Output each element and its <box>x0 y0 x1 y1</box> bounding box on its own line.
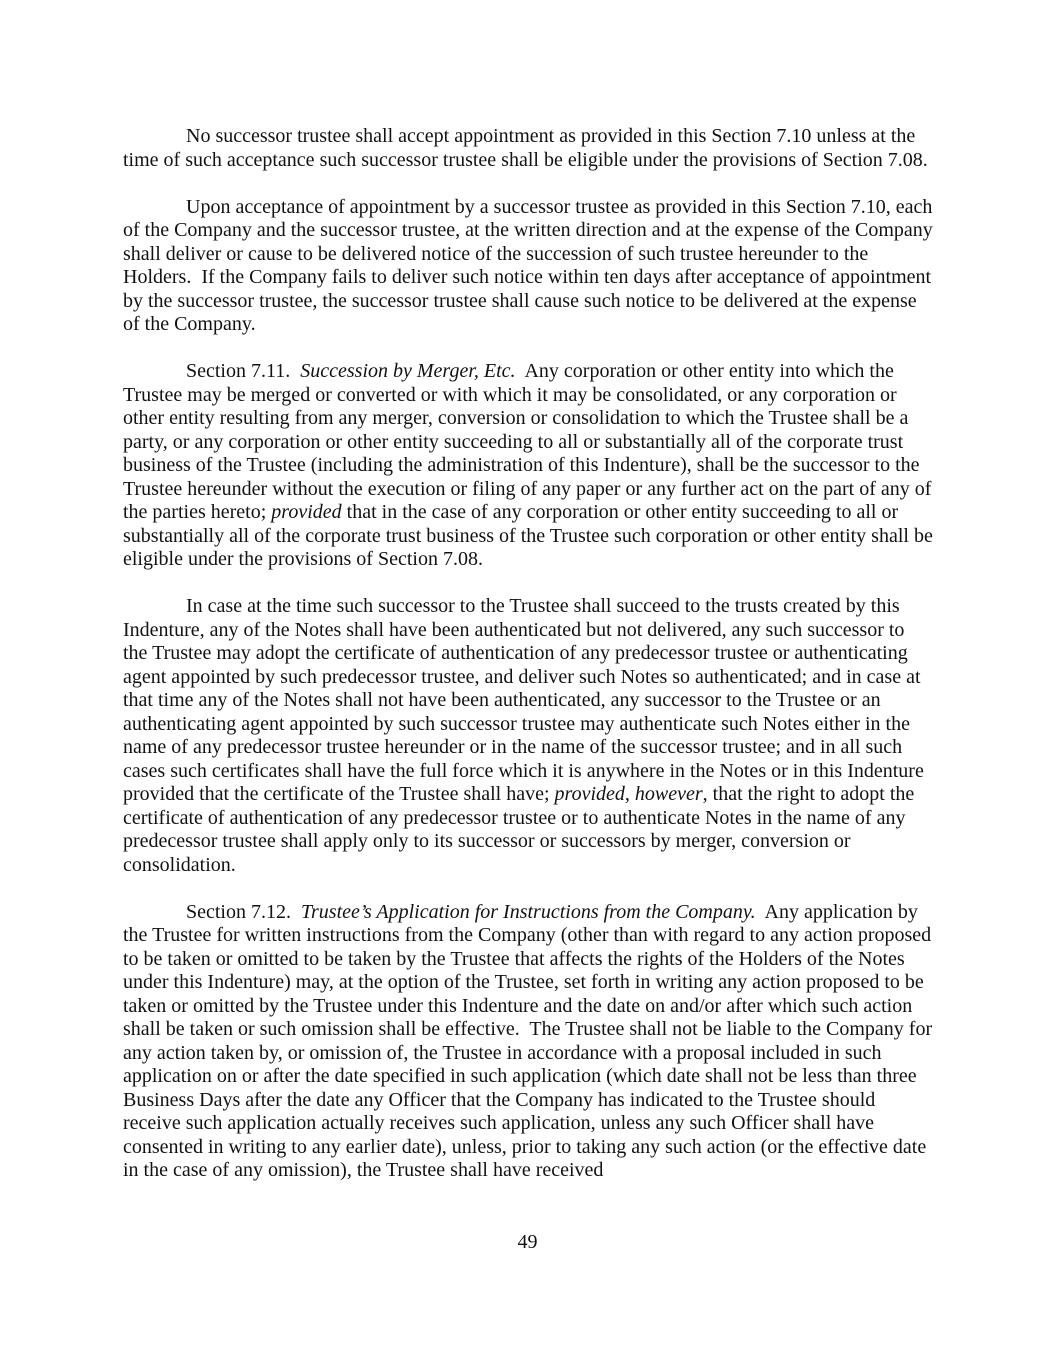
paragraph-acceptance-notice <box>123 195 938 337</box>
text-run: No successor trustee shall accept appointment as provided in this Section 7.10 unless at the time of such acceptance such successor trustee shall be eligible under the provisions of Section 7.08. <box>123 125 928 171</box>
text-run: In case at the time such successor to the Trustee shall succeed to the trusts created by this Indenture, any of the Notes shall have been authenticated but not delivered, any such successor to the Trustee may adopt the certificate of authentication of any predecessor trustee or authenticating agent appointed by such predecessor trustee, and deliver such Notes so authenticated; and in case at that time any of the Notes shall not have been authenticated, any successor to the Trustee or an authenticating agent appointed by such successor trustee may authenticate such Notes either in the name of any predecessor trustee hereunder or in the name of the successor trustee; and in all such cases such certificates shall have the full force which it is anywhere in the Notes or in this Indenture provided that the certificate of the Trustee shall have; <box>123 595 929 805</box>
text-run: however <box>634 783 703 805</box>
paragraph-section-7-11 <box>123 360 938 572</box>
text-run: Any application by the Trustee for written instructions from the Company (other than with regard to any action proposed to be taken or omitted to be taken by the Trustee that affects the rights of the Holders of the Notes under this Indenture) may, at the option of the Trustee, set forth in writing any action proposed to be taken or omitted by the Trustee under this Indenture and the date on and/or after which such action shall be taken or such omission shall be effective. The Trustee shall not be liable to the Company for any action taken by, or omission of, the Trustee in accordance with a proposal included in such application on or after the date specified in such application (which date shall not be less than three Business Days after the date any Officer that the Company has indicated to the Trustee should receive such application actually receives such application, unless any such Officer shall have consented in writing to any earlier date), unless, prior to taking any such action (or the effective date in the case of any omission), the Trustee shall have received <box>123 900 938 1181</box>
text-run: Upon acceptance of appointment by a successor trustee as provided in this Section 7.10, each of the Company and the successor trustee, at the written direction and at the expense of the Company shall deliver or cause to be delivered notice of the succession of such trustee hereunder to the Holders. If the Company fails to deliver such notice within ten days after acceptance of appointment by the successor trustee, the successor trustee shall cause such notice to be delivered at the expense of the Company. <box>123 195 938 335</box>
text-run: that in the case of any corporation or other entity succeeding to all or substantially all of the corporate trust business of the Trustee such corporation or other entity shall be eligible under the provisions of Section 7.08. <box>123 501 938 570</box>
paragraph-authentication <box>123 595 933 877</box>
text-run: Section 7.12. <box>186 900 301 923</box>
paragraph-successor-eligibility <box>123 125 933 172</box>
text-run: provided <box>554 783 625 805</box>
text-run: , <box>624 783 635 805</box>
text-run: provided <box>271 501 342 523</box>
text-run: , that the right to adopt the certificate of authentication of any predecessor trustee or to authenticate Notes in the name of any predecessor trustee shall apply only to its successor or successors by merger, conversion or consolidation. <box>123 783 920 876</box>
text-run: Succession by Merger, Etc. <box>300 360 516 382</box>
text-run: Trustee’s Application for Instructions from the Company. <box>301 900 756 923</box>
text-run: Section 7.11. <box>186 360 301 382</box>
page-number: 49 <box>517 1231 538 1253</box>
paragraph-section-7-12 <box>123 900 938 1183</box>
text-run: Any corporation or other entity into which the Trustee may be merged or converted or with which it may be consolidated, or any corporation or other entity resulting from any merger, conversion or consolidation to which the Trustee shall be a party, or any corporation or other entity succeeding to all or substantially all of the corporate trust business of the Trustee (including the administration of this Indenture), shall be the successor to the Trustee hereunder without the execution or filing of any paper or any further act on the part of any of the parties hereto; <box>123 360 937 523</box>
document-body <box>123 125 938 1183</box>
